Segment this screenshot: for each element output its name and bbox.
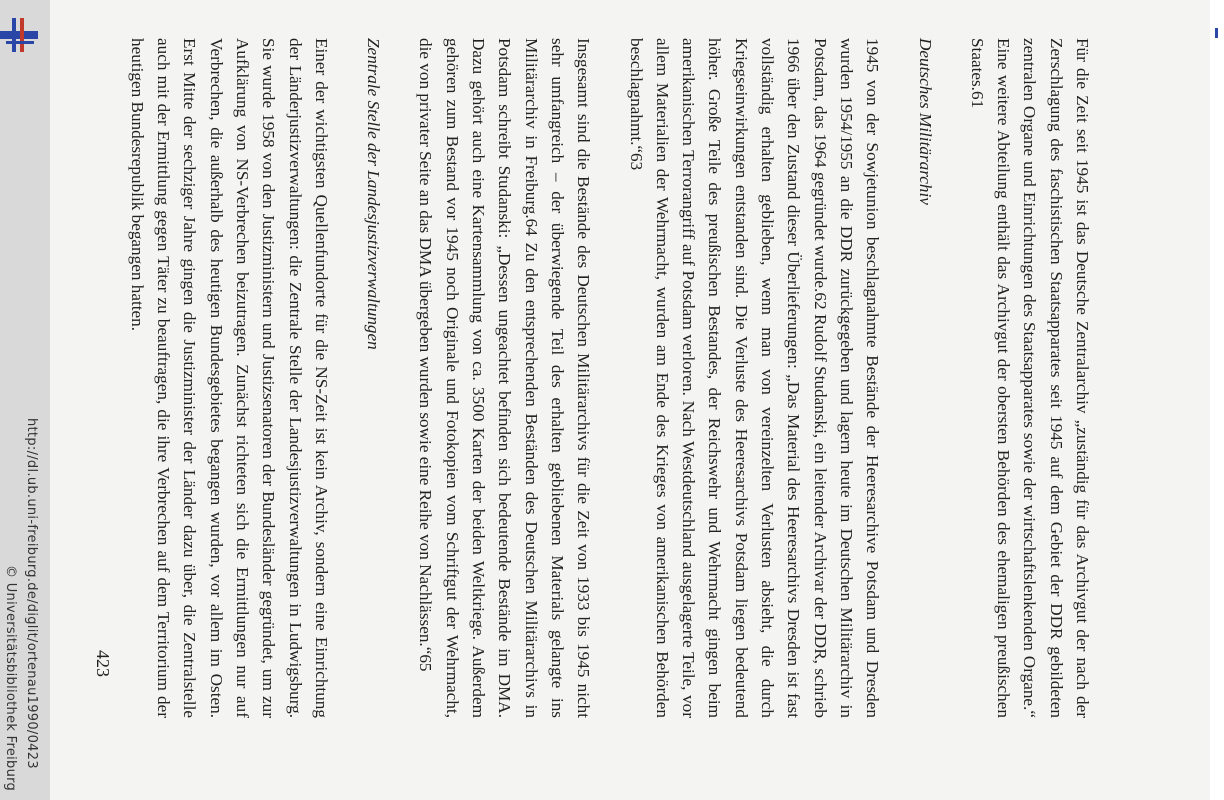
- heading-militaerarchiv: Deutsches Militärarchiv: [915, 38, 935, 205]
- copyright-notice: © Universitätsbibliothek Freiburg: [3, 565, 18, 792]
- right-margin: [1210, 0, 1224, 800]
- university-library-logo-icon[interactable]: [0, 18, 40, 58]
- page-number: 423: [93, 650, 113, 677]
- heading-zentrale-stelle: Zentrale Stelle der Landesjustizverwaltungen: [364, 38, 384, 350]
- paragraph-ludwigsburg: Einer der wichtigsten Quellenfundorte für die NS-Zeit ist kein Archiv, sondern eine Einrichtung der Länderjustizverwaltungen: die Zentrale Stelle der Landesjustizverwaltungen in Ludwigsburg. Sie wurde 1958 von den Justizministern und Justizsenatoren der Bundesländer gegründet, um zur Aufklärung von NS-Verbrechen beizutragen. Zunächst richteten sich die Ermittlungen nur auf Verbrechen, die außerhalb des heutigen Bundesgebietes begangen wurden, vor allem im Osten. Erst Mitte der sechziger Jahre gingen die Justizminister der Länder dazu über, die Zentralstelle auch mit der Ermittlung gegen Täter zu beauftragen, die ihre Verbrechen auf dem Territorium der heutigen Bundesrepublik begangen hatten.: [127, 38, 331, 718]
- source-url[interactable]: http://dl.ub.uni-freiburg.de/diglit/ortenau1990/0423: [24, 418, 39, 769]
- paragraph-bestaende: Insgesamt sind die Bestände des Deutschen Militärarchivs für die Zeit von 1933 bis 1945 nicht sehr umfangreich – der überwiegende Teil des erhalten gebliebenen Materials gelangte ins Militärarchiv in Freiburg.64 Zu den entsprechenden Beständen des Deutschen Militärarchivs in Potsdam schreibt Studanski: „Dessen ungeachtet befinden sich bedeutende Bestände im DMA. Dazu gehört auch eine Kartensammlung von ca. 3500 Karten der beiden Weltkriege. Außerdem gehören zum Bestand vor 1945 noch Originale und Fotokopien vom Schriftgut der Wehrmacht, die von privater Seite an das DMA übergeben wurden sowie eine Reihe von Nachlässen.“65: [416, 38, 594, 718]
- viewer-sidebar: [0, 0, 50, 800]
- page-edge-marker: [1215, 28, 1218, 38]
- paragraph-heeresarchive: 1945 von der Sowjetunion beschlagnahmte Bestände der Heeresarchive Potsdam und Dresden wurden 1954/1955 an die DDR zurückgegeben und lagern heute im Deutschen Militärarchiv in Potsdam, das 1964 gegründet wurde.62 Rudolf Studanski, ein leitender Archivar der DDR, schrieb 1966 über den Zustand dieser Überlieferungen: „Das Material des Heeresarchivs Dresden ist fast vollständig erhalten geblieben, wenn man von vereinzelten Verlusten absieht, die durch Kriegseinwirkungen entstanden sind. Die Verluste des Heeresarchivs Potsdam liegen bedeutend höher. Große Teile des preußischen Bestandes, der Reichswehr und Wehrmacht gingen beim amerikanischen Terrorangriff auf Potsdam verloren. Nach Westdeutschland ausgelagerte Teile, vor allem Materialien der Wehrmacht, wurden am Ende des Krieges von amerikanischen Behörden beschlagnahmt.“63: [626, 38, 883, 718]
- paragraph-zentralarchiv: Für die Zeit seit 1945 ist das Deutsche Zentralarchiv „zuständig für das Archivgut der nach der Zerschlagung des faschistischen Staatsapparates seit 1945 auf dem Gebiet der DDR gebildeten zentralen Organe und Einrichtungen des Staatsapparates sowie der wirtschaftslenkenden Organe.“ Eine weitere Abteilung enthält das Archivgut der obersten Behörden des ehemaligen preußischen Staates.61: [967, 38, 1092, 718]
- page-text-block: [127, 38, 1095, 718]
